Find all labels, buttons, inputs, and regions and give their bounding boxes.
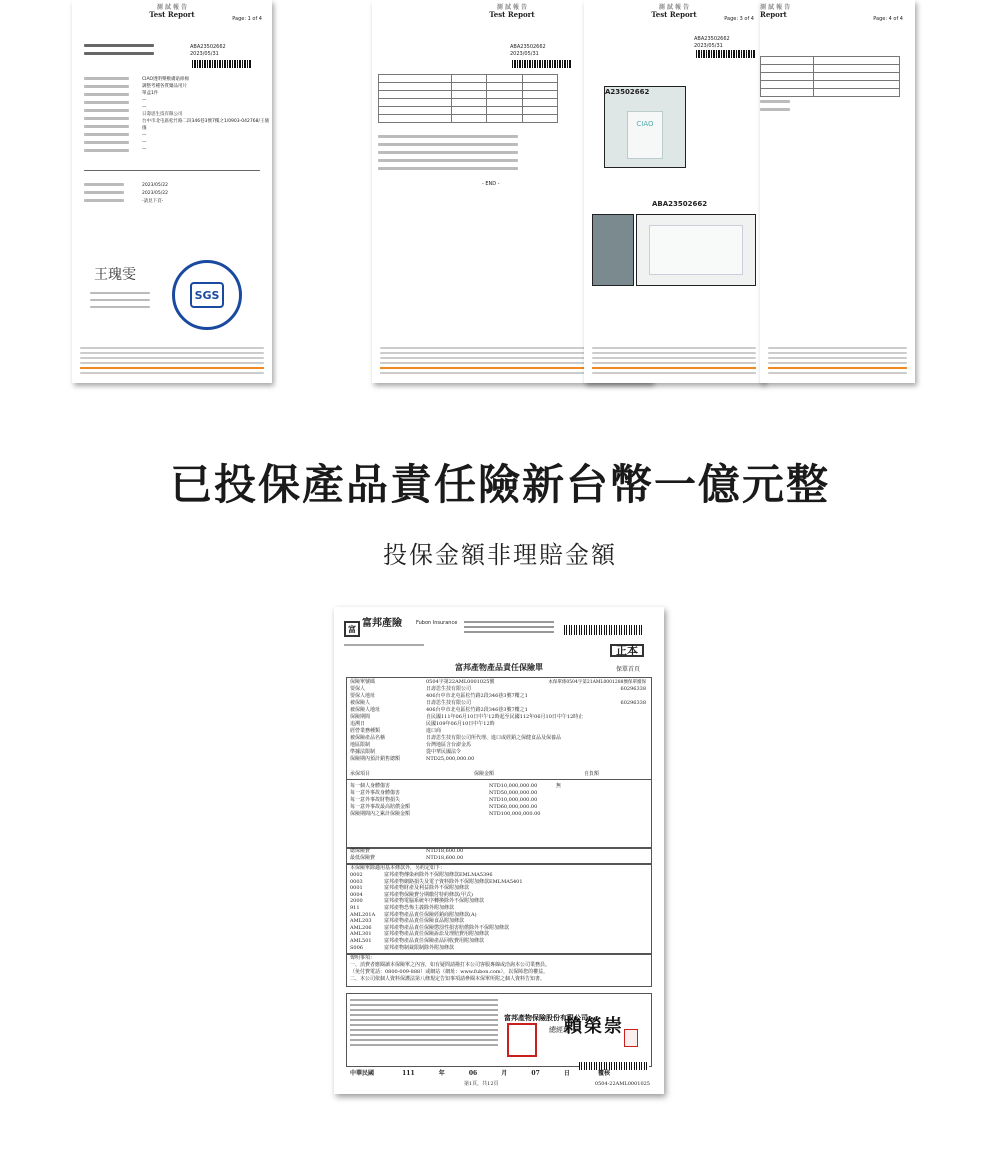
clause-text: 富邦產物傳染病除外不保附加條款EMLMA5396 [384, 872, 493, 878]
general-manager-name: 賴榮崇 [564, 1016, 624, 1037]
test-report-page-1 [72, 0, 272, 383]
coverage-item: 每一意外事故身體傷害 [350, 790, 401, 796]
barcode [564, 625, 644, 635]
report-title: 測 試 報 告 Test Report [651, 4, 697, 19]
company-address-block [464, 621, 554, 636]
clause-code: S006 [350, 944, 363, 951]
coverage-header-deductible: 自負額 [584, 771, 600, 777]
policy-no: 0504字第22AML0001025號 [426, 679, 495, 685]
policy-no-label: 保險單號碼 [350, 679, 376, 685]
report-title: 測 試 報 告 Test Report [149, 4, 195, 19]
clause-code: 0002 [350, 872, 363, 878]
coverage-item: 保險期間內之累計保險金額 [350, 811, 411, 817]
report-date: 2023/05/31 [694, 43, 723, 49]
info-label: 準據法限制 [350, 749, 376, 755]
report-number: ABA23502662 [510, 44, 546, 50]
clause-text: 富邦產物財產及利益除外不保附加條款 [384, 885, 470, 892]
product-photo-2a [592, 214, 634, 286]
test-report-page-3 [584, 0, 764, 383]
general-manager-label: 總經理 [549, 1026, 570, 1034]
clause-text: 富邦產物產品責任保險產品回收費用附加條款 [384, 938, 485, 944]
info-value: 進口商 [426, 728, 442, 734]
coverage-header-amount: 保險金額 [474, 771, 495, 777]
clause-code: 911 [350, 905, 360, 911]
company-name: 富邦產物保險股份有限公司 [504, 1014, 588, 1022]
brand-name: 富邦產險 [362, 618, 402, 629]
photo-2-label: ABA23502662 [652, 200, 708, 208]
tax-id: 60296338 [620, 700, 646, 706]
test-dates: 2023/05/22 2023/05/22 -請見下頁- [142, 183, 168, 204]
info-value: 406台中市北屯區松竹路2段346巷3號7樓之1 [426, 707, 528, 713]
end-marker: - END - [482, 181, 500, 187]
clause-text: 富邦產物產品責任保險懲罰性損害賠償除外不保附加條款 [384, 924, 510, 931]
page-info: 第1頁，共12頁 [464, 1081, 499, 1087]
report-date: 2023/05/31 [190, 51, 219, 57]
gm-seal-icon [624, 1029, 638, 1047]
info-value: 日壽思生技有限公司所代理、進口或經銷之保健食品及保養品 [426, 735, 562, 741]
headline: 已投保產品責任險新台幣一億元整 [169, 460, 830, 509]
test-report-pages [72, 0, 915, 388]
coverage-item: 每一意外事故財物損失 [350, 797, 401, 803]
clause-code: 0003 [350, 878, 363, 885]
info-label: 被保險產品名稱 [350, 735, 386, 741]
fine-print-block [350, 999, 498, 1049]
clause-code: AML201A [350, 911, 376, 918]
barcode [579, 1062, 649, 1070]
clause-code: 2000 [350, 898, 363, 905]
info-label: 地區限制 [350, 742, 371, 748]
barcode [192, 60, 252, 68]
tax-id: 60296338 [620, 686, 646, 692]
report-number: ABA23502662 [694, 36, 730, 42]
clause-code: AML203 [350, 918, 372, 925]
sgs-seal-icon: SGS [172, 260, 242, 330]
note-line: 二、本公司依個人資料保護法第八條規定告知事項請參閱本保單所附之個人資料告知書。 [350, 976, 546, 982]
issue-date: 中華民國 111 年 06 月 07 日 覆核 [350, 1070, 610, 1077]
info-value: NTD25,000,000.00 [426, 756, 475, 762]
info-label: 保險期間 [350, 714, 371, 720]
clause-text: 富邦產物保險費分期繳付特約條款(甲式) [384, 891, 473, 898]
clause-text: 富邦產物產品責任保險經銷商附加條款(A) [384, 911, 477, 918]
results-table [378, 74, 558, 123]
original-copy-tag: 正本 [610, 644, 644, 657]
product-photo-2b [636, 214, 756, 286]
results-table [760, 56, 900, 97]
clause-code: 0004 [350, 891, 363, 898]
note-line: （免付費電話：0800-009-888）或網站（網址：www.fubon.com），以保障您的權益。 [350, 969, 549, 975]
coverage-item: 每一意外事故最高賠償金額 [350, 804, 411, 810]
renewal-note: 本保單係0504字第21AML0001288號保單續保 [548, 680, 646, 685]
report-number: ABA23502662 [190, 44, 226, 50]
clause-code: AML501 [350, 938, 372, 944]
min-premium-value: NTD18,600.00 [426, 855, 464, 861]
info-value: 台灣地區含台澎金馬 [426, 742, 472, 748]
note-line: 一、消費者應閱讀本保險單之內容，如有疑問請撥打本公司客服專線或洽詢本公司業務員。 [350, 962, 551, 968]
product-photo-1: A23502662 CIAO [604, 86, 686, 168]
clause-text: 富邦產物電腦系統年序轉換除外不保附加條款 [384, 898, 485, 905]
info-label: 被保險人地址 [350, 707, 381, 713]
info-label: 要保人地址 [350, 693, 376, 699]
report-date: 2023/05/31 [510, 51, 539, 57]
clause-text: 富邦產物產品責任保險訴訟及理賠費用附加條款 [384, 931, 490, 938]
page-number: Page: 1 of 4 [232, 16, 262, 22]
deductible-value: 無 [556, 783, 562, 789]
policy-no-footer: 0504-22AML0001025 [594, 1081, 650, 1087]
brand-name-en: Fubon Insurance [416, 620, 458, 626]
coverage-item: 每一個人身體傷害 [350, 783, 391, 789]
report-title: 測 試 報 告 Report [760, 4, 791, 19]
min-premium-label: 最低保險費 [350, 855, 376, 861]
info-value: 日壽思生技有限公司 [426, 686, 472, 692]
sample-fields: CIAO透明樂敷膚貼條棉 調整考種各質藥品用片 單盒1件 — — 日壽思生技有限公司 台中市北屯區松竹路二段346巷3號7樓之1/0903-042768/王儀儀 — — — [142, 77, 269, 152]
ciao-box-icon: CIAO [627, 111, 663, 159]
premium-label: 總保險費 [350, 848, 371, 854]
premium-value: NTD18,600.00 [426, 848, 464, 854]
clause-code: AML206 [350, 924, 372, 931]
form-code [344, 644, 424, 646]
page-number: Page: 4 of 4 [873, 16, 903, 22]
info-value: 民國109年06月10日中午12時 [426, 721, 495, 727]
barcode [512, 60, 572, 68]
info-value: 自民國111年06月10日中午12時起至民國112年06月10日中午12時止 [426, 714, 584, 720]
insurance-policy-document [334, 607, 664, 1094]
clause-text: 富邦產物制裁限制除外附加條款 [384, 944, 455, 951]
clause-code: 0001 [350, 885, 363, 892]
info-label: 要保人 [350, 686, 366, 692]
page-number: Page: 3 of 4 [724, 16, 754, 22]
test-report-page-4 [760, 0, 915, 383]
clause-code: AML301 [350, 931, 372, 938]
coverage-amount: NTD10,000,000.00 [489, 783, 538, 789]
policy-info-frame [346, 677, 652, 849]
notes-title: 聲明事項： [350, 955, 376, 961]
page-type-tag: 保單首頁 [615, 666, 640, 673]
report-title: 測 試 報 告 Test Report [489, 4, 535, 19]
company-seal-icon [507, 1023, 537, 1057]
policy-title: 富邦產物產品責任保險單 [455, 662, 543, 672]
info-value: 406台中市北屯區松竹路2段346巷3號7樓之1 [426, 693, 528, 699]
subheadline: 投保金額非理賠金額 [383, 541, 617, 569]
coverage-amount: NTD50,000,000.00 [489, 790, 538, 796]
fubon-logo-icon: 富 [344, 621, 360, 637]
coverage-header-item: 承保項目 [350, 771, 371, 777]
coverage-amount: NTD60,000,000.00 [489, 804, 538, 810]
clause-text: 富邦產物網路損失及電子資料除外不保附加條款EMLMA5401 [384, 878, 523, 885]
clauses-title: 本保險單除適用基本條款外，另約定如下： [350, 865, 446, 871]
coverage-amount: NTD100,000,000.00 [489, 811, 541, 817]
info-value: 從中華民國法令 [426, 749, 462, 755]
info-label: 保險期內預計銷售總額 [350, 756, 401, 762]
info-label: 被保險人 [350, 700, 371, 706]
coverage-amount: NTD10,000,000.00 [489, 797, 538, 803]
signature: 王瑰雯 [94, 267, 136, 283]
info-value: 日壽思生技有限公司 [426, 700, 472, 706]
barcode [696, 50, 756, 58]
info-label: 追溯日 [350, 721, 366, 727]
clause-text: 富邦產物產品責任保險食品附加條款 [384, 918, 465, 925]
clause-text: 富邦產物恐怖主義除外附加條款 [384, 905, 455, 911]
info-label: 經營業務種類 [350, 728, 381, 734]
